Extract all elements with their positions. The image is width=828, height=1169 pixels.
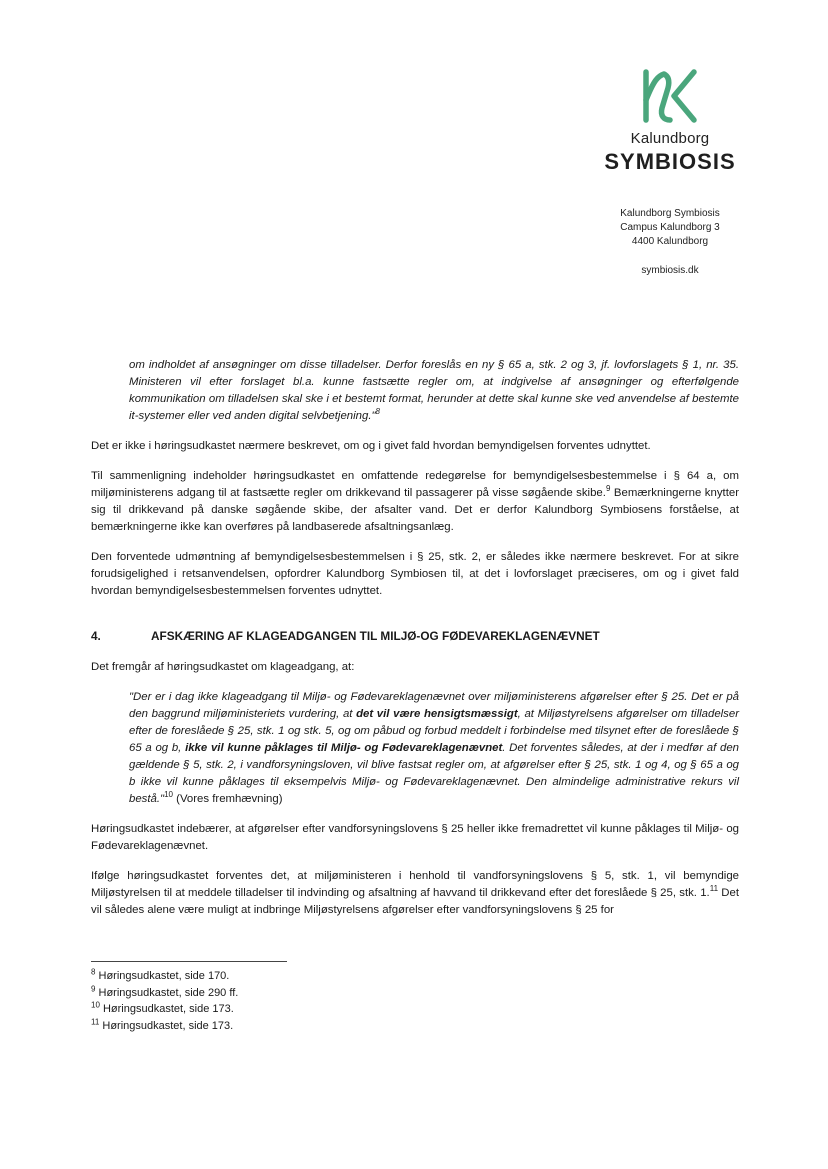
block-quote: om indholdet af ansøgninger om disse tilladelser. Derfor foreslås en ny § 65 a, stk. 2 og 3, jf. lovforslagets § 1, nr. 35. Ministeren vil efter forslaget bl.a. kunne fastsætte regler om, at indgivelse af ansøgninger og efterfølgende kommunikation om tilladelsen skal ske i et bestemt format, herunder at dette skal kunne ske ved anvendelse af bestemte it-systemer eller ved anden digital selvbetjening."$^8$ — [129, 359, 739, 422]
website-link[interactable]: symbiosis.dk — [641, 265, 699, 276]
address-line: 4400 Kalundborg — [631, 236, 709, 247]
paragraph: Det er ikke i høringsudkastet nærmere beskrevet, om og i givet fald hvordan bemyndigelsen forventes udnyttet. — [91, 440, 651, 452]
footnote: $^{10}$ Høringsudkastet, side 173. — [91, 1000, 234, 1015]
logo-name: Kalundborg — [630, 130, 710, 147]
address-line: Campus Kalundborg 3 — [620, 222, 720, 233]
footnote-divider — [91, 961, 287, 962]
paragraph: Til sammenligning indeholder høringsudkastet en omfattende redegørelse for bemyndigelsesbestemmelse i § 64 a, om miljøministerens adgang til at fastsætte regler om drikkevand til passagerer på visse søgående skibe.$^9$ Bemærkningerne knytter sig til drikkevand på danske søgående skibe, der afsalter vand. Det er derfor Kalundborg Symbiosens forståelse, at bemærkningerne ikke kan overføres på landbaserede afsaltningsanlæg. — [91, 470, 739, 533]
footnote-ref[interactable]: 9 — [605, 484, 611, 494]
document-body — [91, 357, 739, 932]
address-block — [580, 207, 760, 249]
paragraph: Ifølge høringsudkastet forventes det, at miljøministeren i henhold til vandforsyningslovens § 5, stk. 1, vil bemyndige Miljøstyrelsen til at meddele tilladelser til indvinding og afsaltning af havvand til drikkevand efter det foreslåede § 25, stk. 1.11 Det vil således alene være muligt at indbringe Miljøstyrelsens afgørelser efter vandforsyningslovens § 25 for — [91, 870, 739, 916]
footnotes — [91, 961, 491, 1034]
paragraph: Det fremgår af høringsudkastet om klageadgang, at: — [91, 661, 355, 673]
paragraph: Høringsudkastet indebærer, at afgørelser efter vandforsyningslovens § 25 heller ikke fremadrettet vil kunne påklages til Miljø- og Fødevareklagenævnet. — [91, 823, 739, 852]
footnote: $^8$ Høringsudkastet, side 170. — [91, 967, 230, 982]
footnote: $^9$ Høringsudkastet, side 290 ff. — [91, 983, 239, 999]
section-title: AFSKÆRING AF KLAGEADGANGEN TIL MILJØ-OG FØDEVAREKLAGENÆVNET — [151, 629, 600, 643]
logo — [590, 66, 750, 175]
paragraph: Den forventede udmøntning af bemyndigelsesbestemmelsen i § 25, stk. 2, er således ikke nærmere beskrevet. For at sikre forudsigelighed i retsanvendelsen, opfordrer Kalundborg Symbiosen til, at det i lovforslaget præciseres, om og i givet fald hvordan bemyndigelsesbestemmelsen forventes udnyttet. — [91, 551, 739, 597]
section-heading — [91, 628, 739, 645]
kalundborg-k-logo-icon — [638, 66, 702, 126]
footnote-ref[interactable]: 11 — [709, 884, 719, 894]
block-quote: "Der er i dag ikke klageadgang til Miljø- og Fødevareklagenævnet over miljøministerens afgørelser efter § 25. Det er på den baggrund miljøministeriets vurdering, at det vil være hensigtsmæssigt, at Miljøstyrelsens afgørelser om tilladelser efter de foreslåede § 25, stk. 1 og stk. 5, og om påbud og forbud meddelt i forbindelse med tilsynet efter de foreslåede § 65 a og b, ikke vil kunne påklages til Miljø- og Fødevareklagenævnet. Det forventes således, at der i medfør af den gældende § 5, stk. 2, i vandforsyningsloven, vil blive fastsat regler om, at afgørelser efter § 25, stk. 1 og 4, og § 65 a og b ikke vil kunne påklages til eksempelvis Miljø- og Fødevareklagenævnet. Den almindelige administrative rekurs vil bestå."$^{10}$ (Vores fremhævning) — [129, 691, 740, 805]
footnote-ref[interactable]: 10 — [164, 790, 173, 800]
section-number: 4. — [91, 629, 101, 643]
logo-symbiosis: SYMBIOSIS — [604, 149, 736, 174]
address-line: Kalundborg Symbiosis — [620, 208, 720, 219]
footnote-ref[interactable]: 8 — [375, 407, 380, 417]
footnote: $^{11}$ Høringsudkastet, side 173. — [91, 1016, 234, 1032]
